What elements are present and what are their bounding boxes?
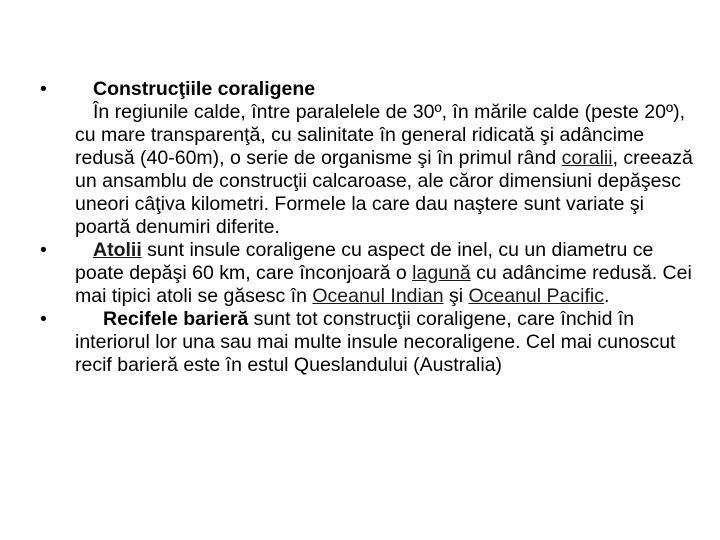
link-coralii[interactable]: coralii bbox=[561, 147, 613, 169]
link-atolii[interactable]: Atolii bbox=[93, 239, 142, 261]
link-oceanul-pacific[interactable]: Oceanul Pacific bbox=[468, 285, 604, 307]
item-text: sunt insule coraligene cu aspect de inel, cu un diametru ce poate depăşi 60 km, care înconjoară o bbox=[75, 239, 654, 284]
item-text: cu adâncime redusă. Cei mai tipici atoli se găsesc în bbox=[75, 262, 692, 307]
item-text: În regiunile calde, între paralelele de 30º, în mările calde (peste 20º), cu mare transparenţă, cu salinitate în general ridicată şi adâncime redusă (40-60m), o serie de organisme şi în primul rând bbox=[75, 101, 685, 169]
item-heading: Construcţiile coraligene bbox=[93, 78, 316, 100]
bullet-item-atolls bbox=[40, 239, 700, 308]
item-text: sunt tot construcţii coraligene, care închid în interiorul lor una sau mai multe insule necoraligene. Cel mai cunoscut recif barieră este în estul Queslandului (Australia) bbox=[75, 308, 676, 376]
bullet-icon: • bbox=[40, 308, 47, 330]
item-term: Recifele barieră bbox=[103, 308, 249, 330]
item-text: . bbox=[603, 285, 610, 307]
link-oceanul-indian[interactable]: Oceanul Indian bbox=[312, 285, 444, 307]
link-laguna[interactable]: lagună bbox=[412, 262, 471, 284]
bullet-item-barrier-reefs bbox=[40, 308, 700, 377]
bullet-icon: • bbox=[40, 239, 47, 261]
item-text: şi bbox=[443, 285, 469, 307]
item-text: , creează un ansamblu de construcţii calcaroase, ale căror dimensiuni depăşesc uneori câţiva kilometri. Formele la care dau naştere sunt variate şi poartă denumiri diferite. bbox=[75, 147, 693, 238]
bullet-list bbox=[40, 78, 700, 377]
bullet-icon: • bbox=[40, 78, 47, 100]
bullet-item-coral-constructions bbox=[40, 78, 700, 239]
